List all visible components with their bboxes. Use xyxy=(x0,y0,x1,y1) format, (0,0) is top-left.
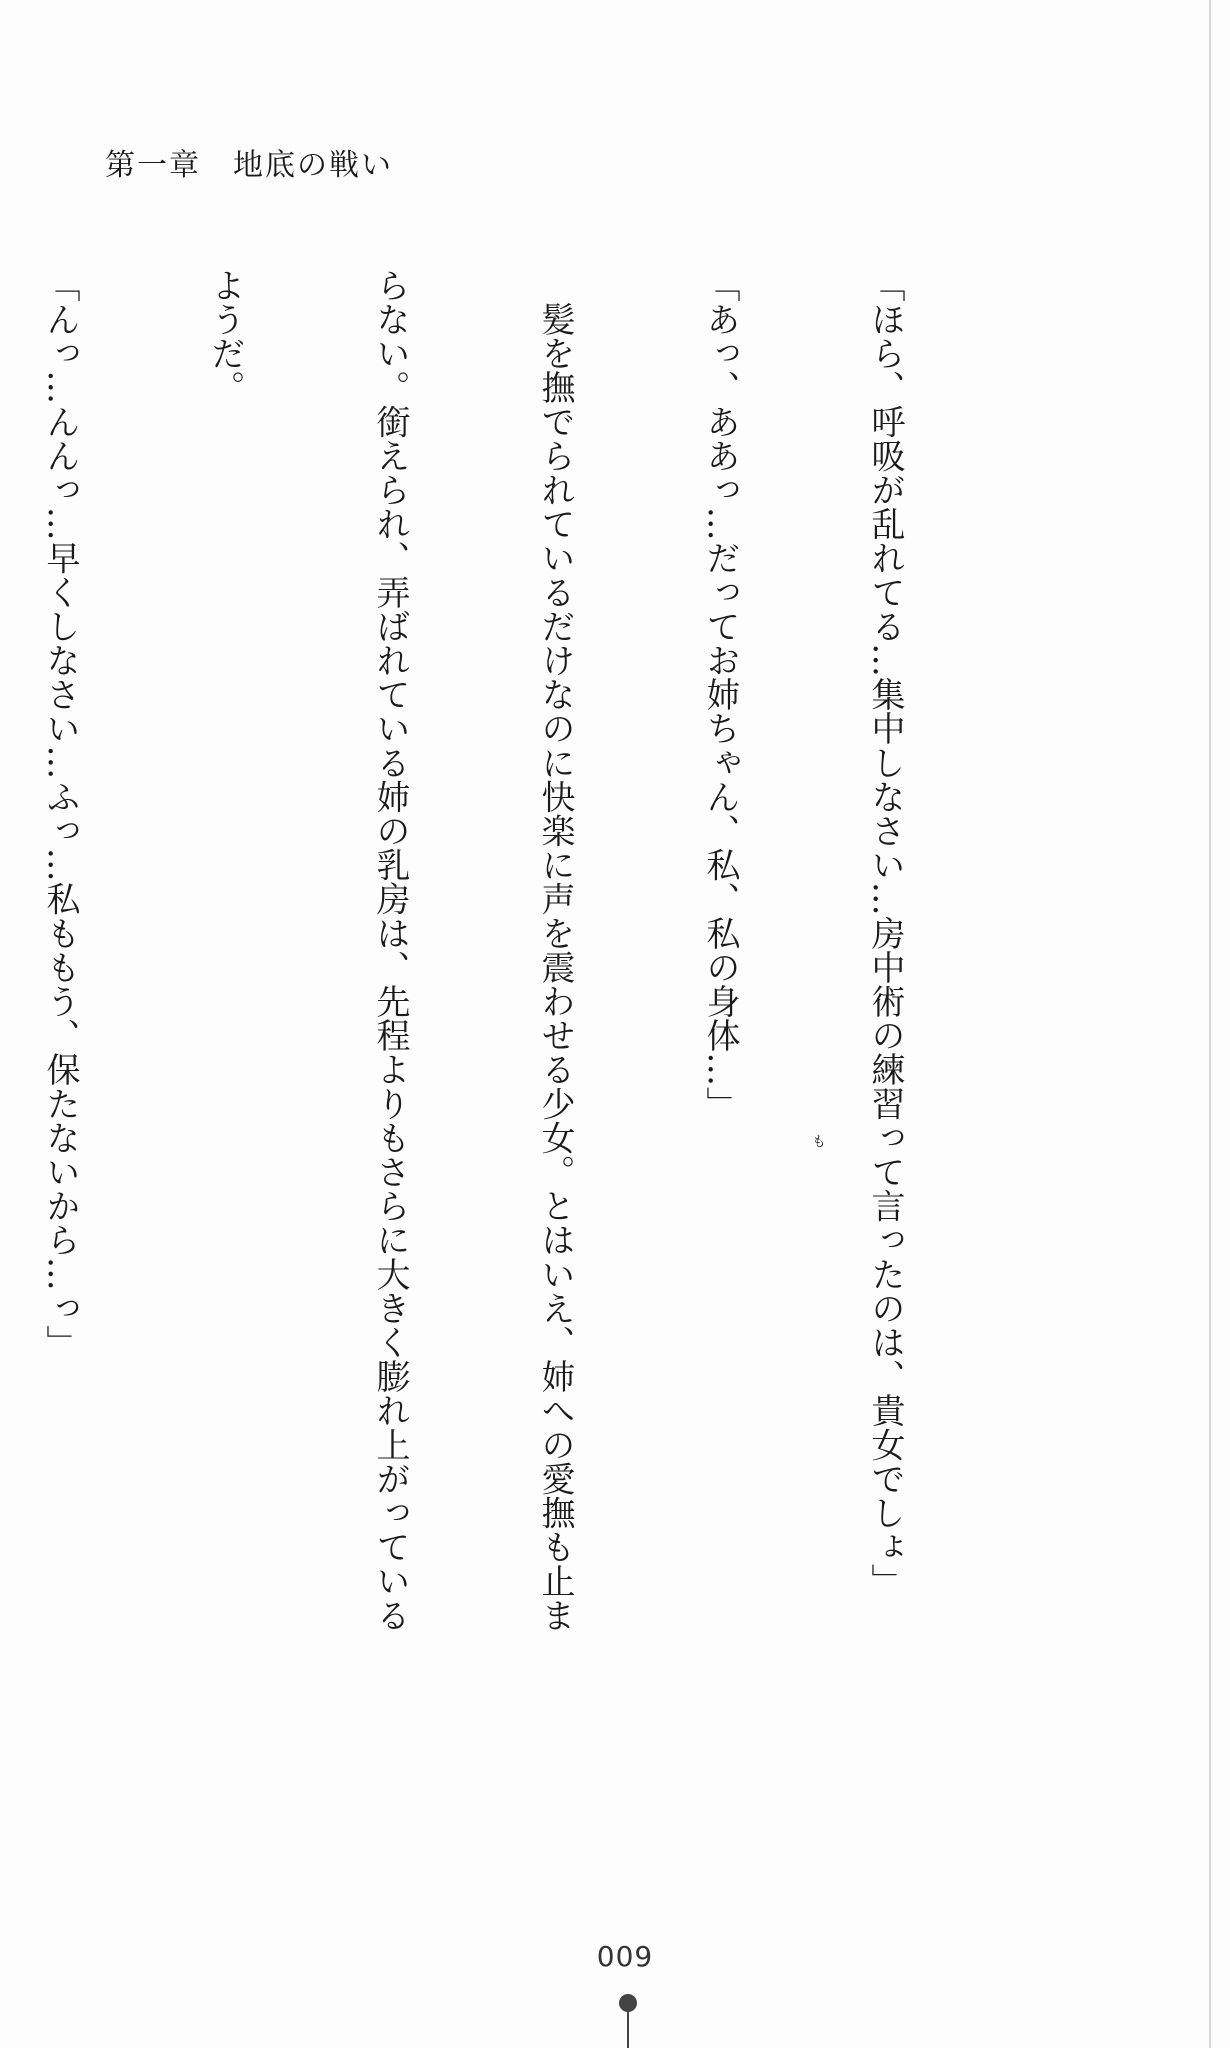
running-head: 第一章 地底の戦い xyxy=(105,148,393,183)
text-line: 「あっ、ああっ…だってお姉ちゃん、私、私の身体…」 xyxy=(700,268,740,1121)
furigana-ruby: も xyxy=(810,1134,826,1148)
folio-stem-ornament xyxy=(627,2010,629,2048)
page-number: 009 xyxy=(596,1940,654,1973)
text-line: 髪を撫でられているだけなのに快楽に声を震わせる少女。とはいえ、姉への愛撫も止ま xyxy=(535,268,575,1632)
text-line: 「ほら、呼吸が乱れてる…集中しなさい…房中術の練習って言ったのは、貴女でしょ」 xyxy=(865,268,905,1598)
text-line: らない。銜えられ、弄ばれている姉の乳房は、先程よりもさらに大きく膨れ上がっている xyxy=(370,268,410,1632)
body-text xyxy=(0,268,1022,1708)
text-line: 「んっ…んんっ…早くしなさい…ふっ…私ももう、保たないから…っ」 xyxy=(40,268,80,1360)
text-line: ようだ。 xyxy=(205,268,245,405)
page-edge-line xyxy=(1209,0,1211,2048)
